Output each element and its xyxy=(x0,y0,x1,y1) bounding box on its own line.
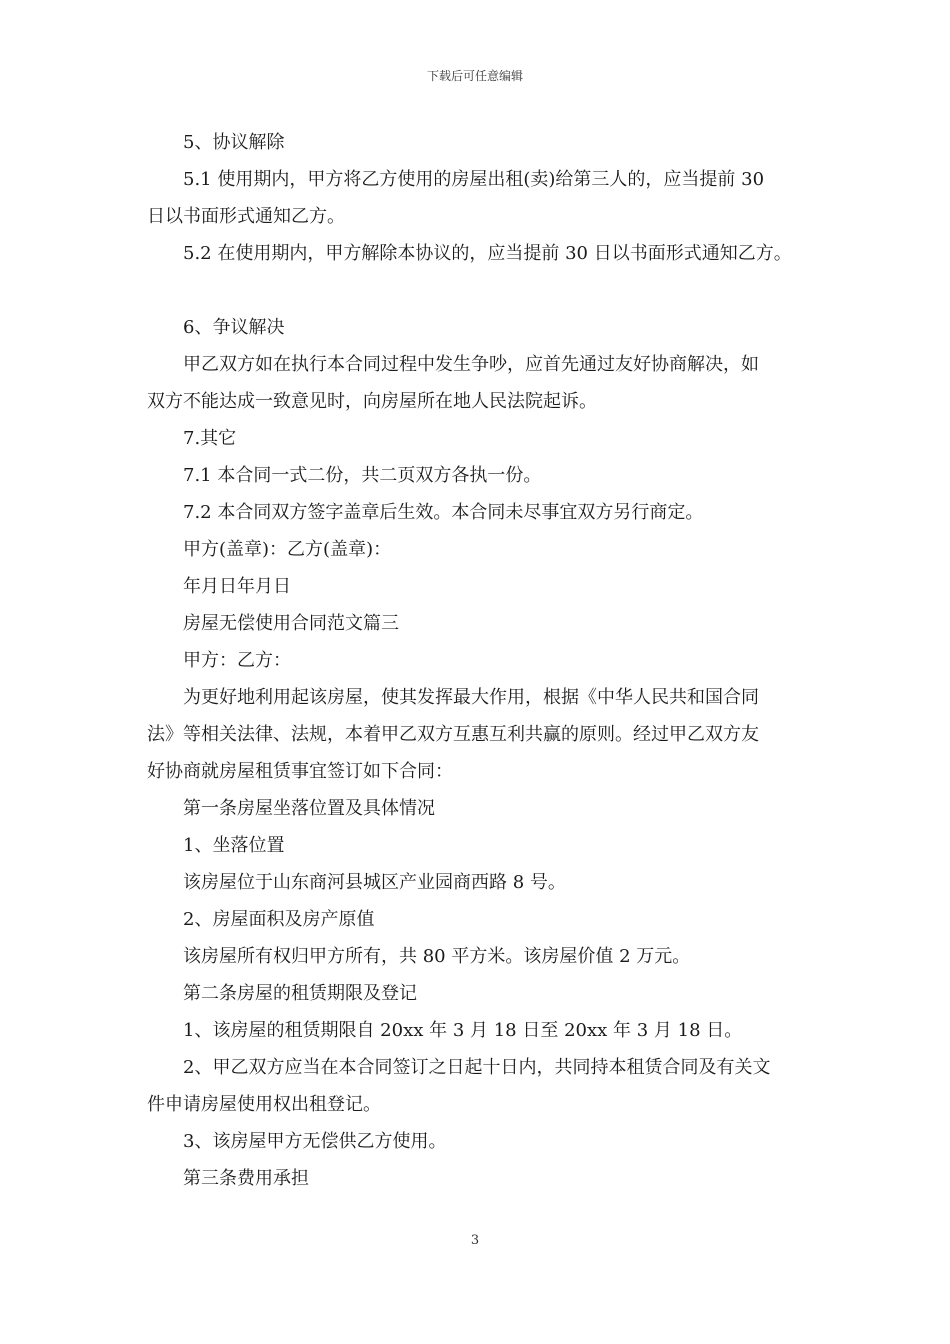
paragraph-continuation: 好协商就房屋租赁事宜签订如下合同： xyxy=(147,761,453,782)
paragraph: 为更好地利用起该房屋，使其发挥最大作用，根据《中华人民共和国合同 xyxy=(183,687,759,708)
clause-heading: 2、房屋面积及房产原值 xyxy=(183,909,375,930)
parties-line: 甲方：乙方： xyxy=(183,650,291,671)
paragraph: 2、甲乙双方应当在本合同签订之日起十日内，共同持本租赁合同及有关文 xyxy=(183,1057,771,1078)
section-heading: 7.其它 xyxy=(183,428,237,449)
paragraph: 1、该房屋的租赁期限自 20xx 年 3 月 18 日至 20xx 年 3 月 18 日。 xyxy=(183,1020,743,1041)
paragraph: 甲乙双方如在执行本合同过程中发生争吵，应首先通过友好协商解决，如 xyxy=(183,354,759,375)
article-heading: 第一条房屋坐落位置及具体情况 xyxy=(183,798,435,819)
paragraph: 3、该房屋甲方无偿供乙方使用。 xyxy=(183,1131,447,1152)
paragraph: 该房屋位于山东商河县城区产业园商西路 8 号。 xyxy=(183,872,566,893)
section-heading: 5、协议解除 xyxy=(183,132,285,153)
article-heading: 第三条费用承担 xyxy=(183,1168,309,1189)
document-body xyxy=(147,124,827,1197)
paragraph-continuation: 日以书面形式通知乙方。 xyxy=(147,206,345,227)
paragraph-continuation: 件申请房屋使用权出租登记。 xyxy=(147,1094,381,1115)
clause-heading: 1、坐落位置 xyxy=(183,835,285,856)
date-line: 年月日年月日 xyxy=(183,576,291,597)
signature-line: 甲方(盖章)：乙方(盖章)： xyxy=(183,539,392,560)
article-heading: 第二条房屋的租赁期限及登记 xyxy=(183,983,417,1004)
document-title: 房屋无偿使用合同范文篇三 xyxy=(183,613,399,634)
section-heading: 6、争议解决 xyxy=(183,317,285,338)
paragraph: 该房屋所有权归甲方所有，共 80 平方米。该房屋价值 2 万元。 xyxy=(183,946,691,967)
paragraph-continuation: 双方不能达成一致意见时，向房屋所在地人民法院起诉。 xyxy=(147,391,597,412)
spacer xyxy=(147,272,827,309)
page-header: 下载后可任意编辑 xyxy=(426,69,523,83)
page-number: 3 xyxy=(470,1233,480,1248)
paragraph: 7.2 本合同双方签字盖章后生效。本合同未尽事宜双方另行商定。 xyxy=(183,502,704,523)
paragraph: 5.2 在使用期内，甲方解除本协议的，应当提前 30 日以书面形式通知乙方。 xyxy=(183,243,792,264)
paragraph-continuation: 法》等相关法律、法规，本着甲乙双方互惠互利共赢的原则。经过甲乙双方友 xyxy=(147,724,759,745)
paragraph: 5.1 使用期内，甲方将乙方使用的房屋出租(卖)给第三人的，应当提前 30 xyxy=(183,169,765,190)
paragraph: 7.1 本合同一式二份，共二页双方各执一份。 xyxy=(183,465,542,486)
